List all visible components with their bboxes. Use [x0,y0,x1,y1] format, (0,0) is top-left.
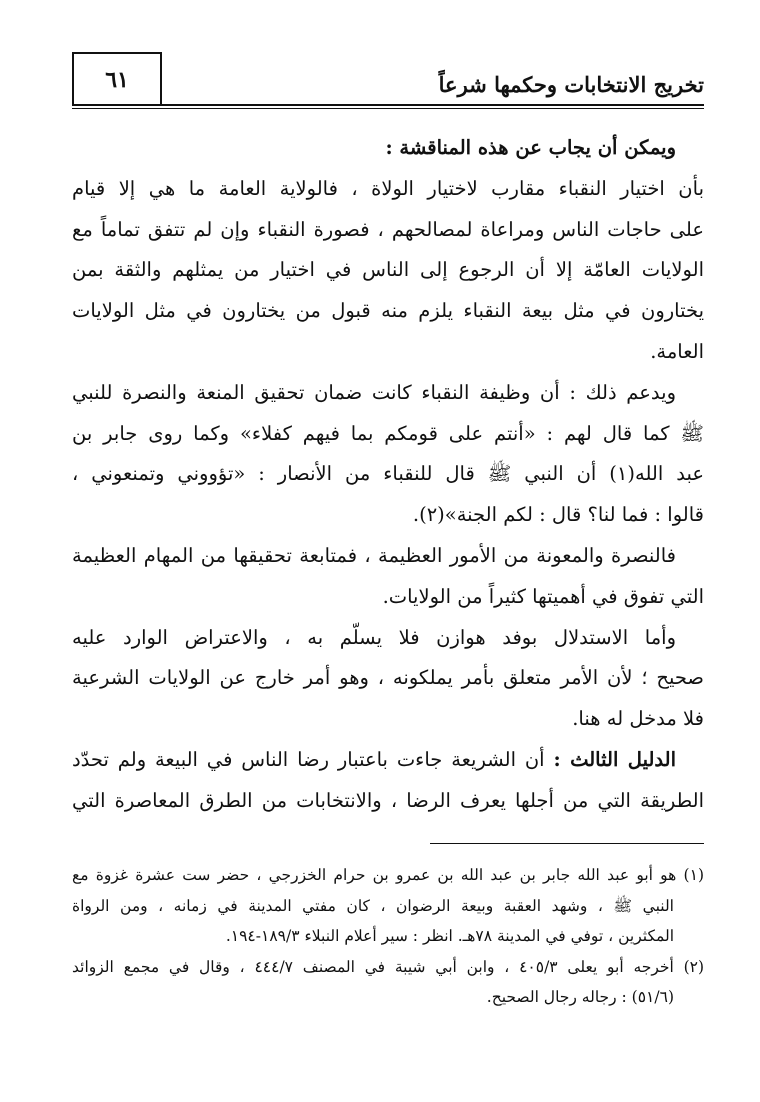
footnote-2 [72,952,704,1013]
evidence-label: الدليل الثالث : [553,747,676,771]
text-line: الولايات العامّة إلا أن الرجوع إلى الناس في اختيار من يمثلهم والثقة بمن [72,258,704,282]
footnote-line: النبي ﷺ ، وشهد العقبة وبيعة الرضوان ، كان مفتي المدينة في زمانه ، ومن الرواة [72,896,674,915]
paragraph-hawazin [72,618,704,740]
text-line: يختارون في مثل بيعة النقباء يلزم منه قبول من يختارون في مثل الولايات العامة. [72,299,704,363]
header-rule-thin [72,108,704,109]
text-line: ﷺ كما قال لهم : «أنتم على قومكم بما فيهم كفلاء» وكما روى جابر بن [72,421,704,445]
text-line: فالنصرة والمعونة من الأمور العظيمة ، فمتابعة تحقيقها من المهام العظيمة [72,543,676,567]
paragraph-third-evidence [72,740,704,822]
text-line: التي تفوق في أهميتها كثيراً من الولايات. [382,584,704,608]
paragraph-support-2 [72,536,704,618]
running-title: تخريج الانتخابات وحكمها شرعاً [438,72,704,97]
page-number: ٦١ [72,52,162,106]
footnote-line: (٢) أخرجه أبو يعلى ٤٠٥/٣ ، وابن أبي شيبة في المصنف ٤٤٤/٧ ، وقال في مجمع الزوائد [72,957,705,976]
text-line: وأما الاستدلال بوفد هوازن فلا يسلّم به ، والاعتراض الوارد عليه [72,625,676,649]
footnote-line: (١) هو أبو عبد الله جابر بن عبد الله بن عمرو بن حرام الخزرجي ، حضر ست عشرة غزوة مع [72,866,704,884]
text-line: عبد الله(١) أن النبي ﷺ قال للنقباء من الأنصار : «تؤووني وتمنعوني ، [72,462,704,486]
text-line [72,740,704,781]
footnote-line: (٥١/٦) : رجاله رجال الصحيح. [486,988,674,1006]
footnote-line: المكثرين ، توفي في المدينة ٧٨هـ. انظر : سير أعلام النبلاء ١٨٩/٣-١٩٤. [225,927,674,945]
text-line: قالوا : فما لنا؟ قال : لكم الجنة»(٢). [412,503,704,527]
text-line: على حاجات الناس ومراعاة لمصالحهم ، فصورة النقباء وإن لم تتفق تماماً مع [72,217,704,241]
footnote-separator [430,843,704,844]
paragraph-heading: ويمكن أن يجاب عن هذه المناقشة : [385,136,676,159]
paragraph-support [72,373,704,536]
text-line: بأن اختيار النقباء مقارب لاختيار الولاة ، فالولاية العامة ما هي إلا قيام [72,176,704,200]
page-header [72,52,704,106]
text-line: فلا مدخل له هنا. [572,707,704,731]
footnote-1 [72,860,704,952]
text-span: أن الشريعة جاءت باعتبار رضا الناس في البيعة ولم تحدّد [72,747,554,771]
text-line: ويدعم ذلك : أن وظيفة النقباء كانت ضمان تحقيق المنعة والنصرة للنبي [72,380,676,404]
text-line: الطريقة التي من أجلها يعرف الرضا ، والانتخابات من الطرق المعاصرة التي [72,788,704,812]
paragraph-answer [72,169,704,373]
header-rule [72,104,704,106]
text-line: صحيح ؛ لأن الأمر متعلق بأمر يملكونه ، وهو أمر خارج عن الولايات الشرعية [72,666,704,690]
footnotes [72,860,704,1013]
main-text [72,128,704,822]
